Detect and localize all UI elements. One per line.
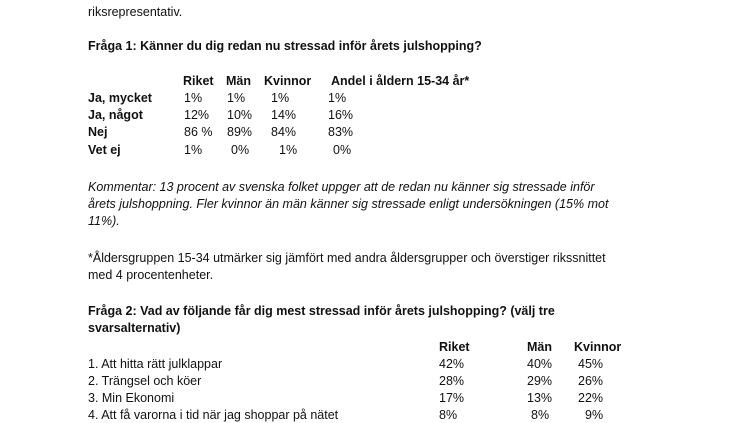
value-andel: 1%	[328, 91, 347, 105]
value-andel: 0%	[333, 143, 352, 157]
value-kvinnor: 1%	[271, 91, 290, 105]
q1-header-riket: Riket	[183, 74, 214, 88]
value-riket: 1%	[184, 91, 203, 105]
value-riket: 86 %	[184, 125, 213, 139]
value-man: 13%	[527, 391, 553, 405]
value-man: 89%	[227, 125, 253, 139]
q1-comment-line-2: årets julshoppning. Fler kvinnor än män känner sig stressade enligt undersökningen (15% mot	[88, 197, 609, 211]
value-kvinnor: 26%	[578, 374, 604, 388]
row-label: 3. Min Ekonomi	[88, 391, 175, 405]
value-kvinnor: 45%	[578, 357, 604, 371]
value-andel: 16%	[328, 108, 354, 122]
value-kvinnor: 14%	[271, 108, 297, 122]
value-man: 10%	[227, 108, 253, 122]
value-riket: 8%	[439, 408, 458, 422]
value-riket: 12%	[184, 108, 210, 122]
row-label: Nej	[88, 125, 108, 139]
question-2-title-line-2: svarsalternativ)	[88, 321, 181, 335]
value-man: 29%	[527, 374, 553, 388]
q2-header-kvinnor: Kvinnor	[574, 340, 622, 354]
q1-header-andel: Andel i åldern 15-34 år*	[331, 74, 470, 88]
value-riket: 1%	[184, 143, 203, 157]
q1-footnote-line-1: *Åldersgruppen 15-34 utmärker sig jämfört med andra åldersgrupper och överstiger rikssnittet	[88, 251, 606, 265]
value-kvinnor: 22%	[578, 391, 604, 405]
q1-comment-line-1: Kommentar: 13 procent av svenska folket uppger att de redan nu känner sig stressade inför	[88, 180, 595, 194]
value-kvinnor: 9%	[585, 408, 604, 422]
row-label: 2. Trängsel och köer	[88, 374, 202, 388]
value-man: 8%	[531, 408, 550, 422]
row-label: Ja, något	[88, 108, 143, 122]
q1-comment-line-3: 11%).	[88, 214, 120, 228]
row-label: 1. Att hitta rätt julklappar	[88, 357, 223, 371]
q2-header-man: Män	[527, 340, 552, 354]
row-label: Vet ej	[88, 143, 121, 157]
value-kvinnor: 1%	[279, 143, 298, 157]
row-label: 4. Att få varorna i tid när jag shoppar på nätet	[88, 408, 339, 422]
question-2-title-line-1: Fråga 2: Vad av följande får dig mest stressad inför årets julshopping? (välj tre	[88, 304, 555, 318]
question-1-title: Fråga 1: Känner du dig redan nu stressad inför årets julshopping?	[88, 39, 482, 53]
q2-header-riket: Riket	[439, 340, 470, 354]
value-andel: 83%	[328, 125, 354, 139]
value-man: 0%	[231, 143, 250, 157]
intro-text-tail: riksrepresentativ.	[88, 5, 183, 19]
value-riket: 17%	[439, 391, 465, 405]
value-man: 1%	[227, 91, 246, 105]
q1-header-kvinnor: Kvinnor	[264, 74, 312, 88]
value-kvinnor: 84%	[271, 125, 297, 139]
value-riket: 42%	[439, 357, 465, 371]
row-label: Ja, mycket	[88, 91, 152, 105]
q1-header-man: Män	[226, 74, 251, 88]
q1-footnote-line-2: med 4 procentenheter.	[88, 268, 214, 282]
value-man: 40%	[527, 357, 553, 371]
value-riket: 28%	[439, 374, 465, 388]
